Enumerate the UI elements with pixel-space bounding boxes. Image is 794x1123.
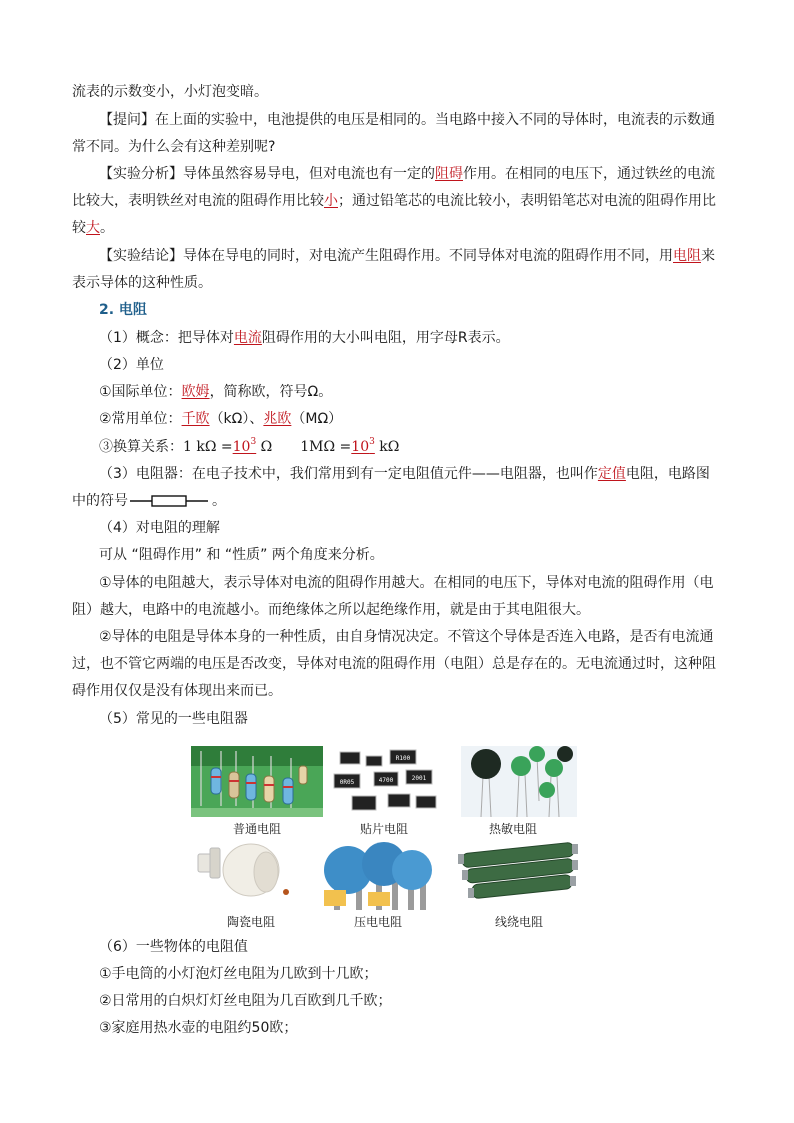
varistor-illustration bbox=[320, 840, 433, 910]
para-question-line2: 常不同。为什么会有这种差别呢? bbox=[72, 139, 276, 155]
unit-text: ②常用单位： bbox=[99, 411, 182, 427]
analysis-tag: 【实验分析】 bbox=[99, 166, 183, 182]
power-base: 10 bbox=[351, 439, 370, 455]
unit-title: （2）单位 bbox=[99, 357, 164, 373]
answer-blank: 电阻 bbox=[673, 248, 701, 264]
analysis-text: 作用。在相同的电压下，通过铁丝的电流 bbox=[463, 166, 715, 182]
values-title: （6）一些物体的电阻值 bbox=[99, 939, 248, 955]
chip-label: 4700 bbox=[378, 777, 394, 784]
power-exponent: 3 bbox=[250, 437, 257, 448]
resistor-symbol-icon bbox=[130, 494, 210, 508]
resistor-line1 bbox=[99, 464, 710, 484]
chip-label: R100 bbox=[395, 755, 411, 762]
resistor-line2 bbox=[72, 491, 226, 511]
unit-common-line bbox=[99, 409, 342, 429]
photo-thermistor bbox=[461, 746, 577, 817]
question-tag: 【提问】 bbox=[99, 112, 155, 128]
para-question-line1 bbox=[99, 110, 715, 130]
answer-blank: 欧姆 bbox=[181, 384, 210, 400]
caption-varistor: 压电电阻 bbox=[353, 915, 402, 929]
photo-common-resistor bbox=[191, 746, 323, 817]
unit-text: ③换算关系：1 kΩ = bbox=[99, 439, 233, 455]
common-resistors-title: （5）常见的一些电阻器 bbox=[99, 711, 248, 727]
photo-varistor bbox=[320, 840, 433, 910]
resistor-text: 中的符号 bbox=[72, 493, 128, 509]
photo-ceramic-resistor bbox=[196, 840, 296, 910]
resistor-text: 电阻，电路图 bbox=[625, 466, 710, 482]
power-base: 10 bbox=[232, 439, 251, 455]
caption-ceramic-resistor: 陶瓷电阻 bbox=[226, 915, 275, 929]
unit-text: ①国际单位： bbox=[99, 384, 182, 400]
answer-blank bbox=[351, 439, 375, 455]
unit-text: ，简称欧，符号Ω。 bbox=[209, 384, 333, 400]
caption-common-resistor: 普通电阻 bbox=[232, 822, 281, 836]
understand-intro: 可从 “阻碍作用” 和 “性质” 两个角度来分析。 bbox=[99, 547, 384, 563]
wirewound-resistor-illustration bbox=[456, 840, 582, 910]
para-conclusion-line2: 表示导体的这种性质。 bbox=[72, 275, 212, 291]
photo-wirewound-resistor bbox=[456, 840, 582, 910]
para-analysis-line3 bbox=[72, 218, 114, 238]
conclusion-tag: 【实验结论】 bbox=[99, 248, 183, 264]
conclusion-text: 来 bbox=[701, 248, 715, 264]
unit-text: kΩ bbox=[374, 439, 400, 455]
unit-text: （MΩ） bbox=[291, 411, 343, 427]
resistor-text: 。 bbox=[212, 493, 226, 509]
para-conclusion-line1 bbox=[99, 246, 715, 266]
understand-2-line1: ②导体的电阻是导体本身的一种性质，由自身情况决定。不管这个导体是否连入电路，是否有电流通 bbox=[99, 629, 714, 645]
answer-blank: 千欧 bbox=[181, 411, 210, 427]
unit-text: Ω 1MΩ = bbox=[256, 439, 352, 455]
caption-thermistor: 热敏电阻 bbox=[488, 822, 537, 836]
thermistor-illustration bbox=[461, 746, 577, 817]
smd-resistor-illustration bbox=[330, 746, 442, 817]
concept-text: （1）概念：把导体对 bbox=[99, 330, 234, 346]
chip-label: 0R05 bbox=[339, 779, 355, 786]
analysis-text: ；通过铅笔芯的电流比较小，表明铅笔芯对电流的阻碍作用比 bbox=[338, 193, 716, 209]
understand-1-line1: ①导体的电阻越大，表示导体对电流的阻碍作用越大。在相同的电压下，导体对电流的阻碍作用（电 bbox=[99, 575, 714, 591]
caption-smd-resistor: 贴片电阻 bbox=[359, 822, 408, 836]
concept-text: 阻碍作用的大小叫电阻，用字母R表示。 bbox=[261, 330, 510, 346]
understand-2-line3: 碍作用仅仅是没有体现出来而已。 bbox=[72, 683, 282, 699]
conclusion-text: 导体在导电的同时，对电流产生阻碍作用。不同导体对电流的阻碍作用不同，用 bbox=[183, 248, 673, 264]
unit-conversion-line bbox=[99, 437, 399, 457]
analysis-text: 。 bbox=[100, 220, 114, 236]
para-continued: 流表的示数变小，小灯泡变暗。 bbox=[72, 84, 268, 100]
value-item-1: ①手电筒的小灯泡灯丝电阻为几欧到十几欧； bbox=[99, 966, 378, 982]
answer-blank: 大 bbox=[86, 220, 100, 236]
photo-smd-resistor bbox=[330, 746, 442, 817]
answer-blank: 兆欧 bbox=[263, 411, 292, 427]
understand-2-line2: 过，也不管它两端的电压是否改变，导体对电流的阻碍作用（电阻）总是存在的。无电流通过时，这种阻 bbox=[72, 656, 716, 672]
para-analysis-line2 bbox=[72, 191, 716, 211]
caption-wirewound-resistor: 线绕电阻 bbox=[494, 915, 543, 929]
question-text: 在上面的实验中，电池提供的电压是相同的。当电路中接入不同的导体时，电流表的示数通 bbox=[155, 112, 715, 128]
ceramic-resistor-illustration bbox=[196, 840, 296, 910]
concept-line bbox=[99, 328, 510, 348]
analysis-text: 导体虽然容易导电，但对电流也有一定的 bbox=[183, 166, 435, 182]
unit-si-line bbox=[99, 382, 332, 402]
resistor-board-illustration bbox=[191, 746, 323, 817]
section-title: 2. 电阻 bbox=[99, 302, 147, 318]
para-analysis-line1 bbox=[99, 164, 715, 184]
answer-blank bbox=[233, 439, 257, 455]
resistor-text: （3）电阻器：在电子技术中，我们常用到有一定电阻值元件——电阻器，也叫作 bbox=[99, 466, 598, 482]
understand-1-line2: 阻）越大，电路中的电流越小。而绝缘体之所以起绝缘作用，就是由于其电阻很大。 bbox=[72, 602, 590, 618]
answer-blank: 电流 bbox=[233, 330, 262, 346]
chip-label: 2001 bbox=[411, 775, 427, 782]
power-exponent: 3 bbox=[369, 437, 375, 448]
analysis-text: 比较大，表明铁丝对电流的阻碍作用比较 bbox=[72, 193, 324, 209]
value-item-3: ③家庭用热水壶的电阻约50欧； bbox=[99, 1020, 298, 1036]
answer-blank: 阻碍 bbox=[435, 166, 463, 182]
unit-text: （kΩ）、 bbox=[209, 411, 264, 427]
value-item-2: ②日常用的白炽灯灯丝电阻为几百欧到几千欧； bbox=[99, 993, 392, 1009]
analysis-text: 较 bbox=[72, 220, 86, 236]
answer-blank: 小 bbox=[324, 193, 338, 209]
answer-blank: 定值 bbox=[597, 466, 626, 482]
understand-title: （4）对电阻的理解 bbox=[99, 520, 220, 536]
